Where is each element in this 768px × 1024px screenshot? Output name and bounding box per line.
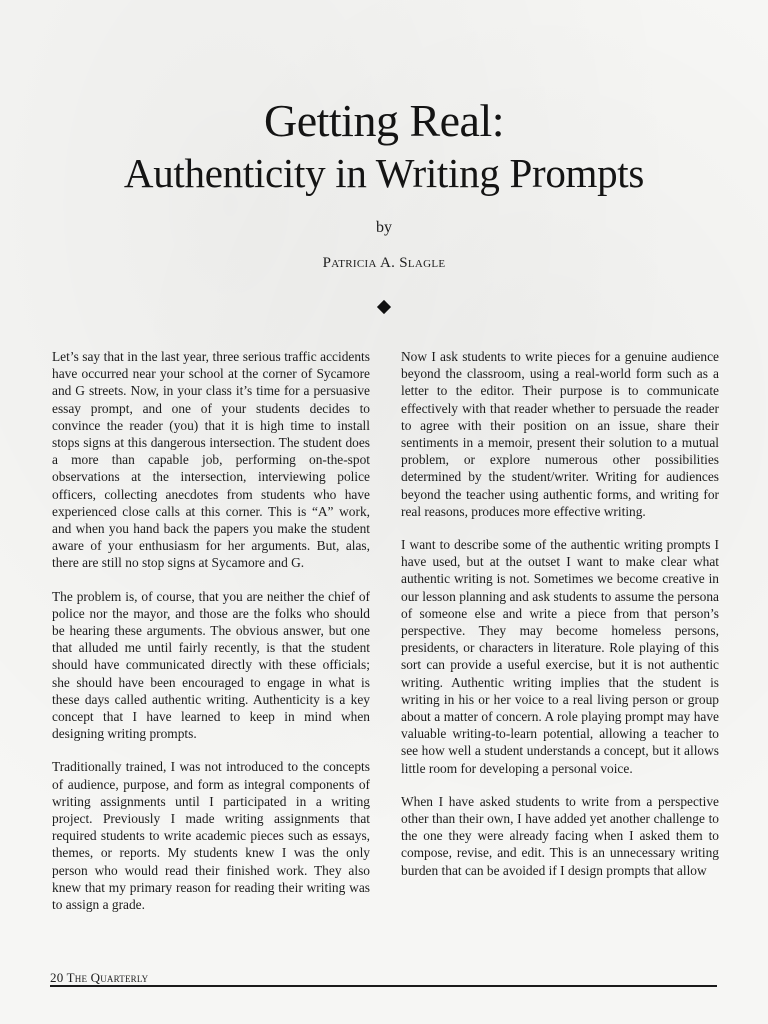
paragraph: Now I ask students to write pieces for a genuine audience beyond the classroom, using a real-world form such as a letter to the editor. Their purpose is to communicate effectively with that reader whether to persuade the reader to agree with their position on an issue, share their sentiments in a memoir, present their solution to a mutual problem, or explore numerous other possibilities determined by the student/writer. Writing for audiences beyond the teacher using authentic forms, and writing for real reasons, produces more effective writing. [401, 349, 719, 519]
title-main: Getting Real: [263, 95, 505, 146]
paragraph: When I have asked students to write from a perspective other than their own, I have added yet another challenge to the one they were already facing when I asked them to compose, revise, and edit. This is an unnecessary writing burden that can be avoided if I design prompts that allow [401, 793, 719, 878]
byline-author: Patricia A. Slagle [322, 255, 446, 271]
paragraph: Traditionally trained, I was not introduced to the concepts of audience, purpose, and form as integral components of writing assignments until I participated in a writing project. Previously I made writing assignments that required students to write academic pieces such as essays, themes, or reports. My students knew I was the only person who would read their finished work. They also knew that my primary reason for reading their writing was to assign a grade. [52, 759, 370, 913]
page-footer-label: 20 The Quarterly [50, 970, 149, 985]
article-title [0, 96, 768, 196]
paragraph: Let’s say that in the last year, three serious traffic accidents have occurred near your school at the corner of Sycamore and G streets. Now, in your class it’s time for a persuasive essay prompt, and one of your students decides to convince the reader (you) that it is high time to install stops signs at this dangerous intersection. The student does a more than capable job, performing on-the-spot observations at the intersection, interviewing police officers, collecting anecdotes from students who have experienced close calls at this corner. This is “A” work, and when you hand back the papers you make the student aware of your enthusiasm for her arguments. But, alas, there are still no stop signs at Sycamore and G. [52, 349, 370, 571]
paragraph: The problem is, of course, that you are neither the chief of police nor the mayor, and those are the folks who should be hearing these arguments. The obvious answer, but one that alluded me until fairly recently, is that the student should have communicated directly with these officials; she should have been encouraged to engage in what is these days called authentic writing. Authenticity is a key concept that I have learned to keep in mind when designing writing prompts. [52, 588, 370, 742]
paragraph: I want to describe some of the authentic writing prompts I have used, but at the outset I want to make clear what authentic writing is not. Sometimes we become creative in our lesson planning and ask students to assume the persona of someone else and write a piece from that person’s perspective. They may become homeless persons, presidents, or characters in literature. Role playing of this sort can provide a useful exercise, but it is not authentic writing. Authentic writing implies that the student is writing in his or her voice to a real living person or group about a matter of concern. A role playing prompt may have valuable writing-to-learn potential, allowing a teacher to see how well a student understands a concept, but it allows little room for developing a personal voice. [401, 537, 719, 776]
left-column [52, 348, 370, 929]
right-column [401, 348, 719, 895]
footer-rule [50, 985, 717, 987]
byline-by: by [376, 219, 392, 236]
title-subtitle: Authenticity in Writing Prompts [123, 150, 645, 196]
